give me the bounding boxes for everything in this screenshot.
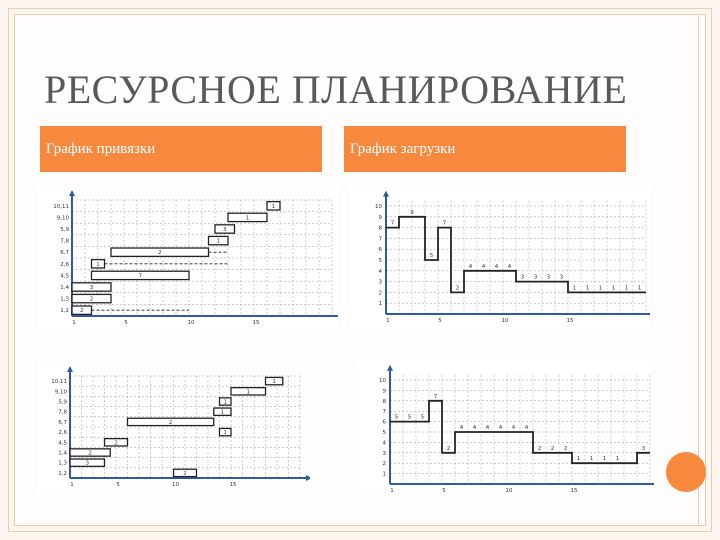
x-tick-label: 15 [566, 318, 574, 324]
task-duration-label: 3 [89, 285, 94, 291]
y-tick-label: 1 [382, 471, 386, 478]
load-value-label: 7 [442, 220, 447, 227]
load-value-label: 4 [507, 263, 512, 270]
y-tick-label: 7,8 [58, 409, 67, 416]
y-tick-label: 1,3 [60, 296, 69, 303]
x-tick-label: 15 [570, 488, 578, 494]
y-tick-label: 1,4 [58, 450, 67, 457]
chart-panel-top-left [38, 188, 338, 328]
load-value-label: 5 [394, 414, 399, 421]
y-tick-label: 8 [378, 225, 382, 232]
task-duration-label: 2 [80, 308, 84, 315]
y-tick-label: 7,8 [60, 238, 69, 245]
y-tick-label: 1,4 [60, 285, 69, 291]
header-right: График загрузки [344, 126, 626, 172]
y-tick-label: 5 [382, 430, 386, 436]
y-tick-label: 4 [382, 440, 386, 447]
x-tick-label: 10 [187, 320, 195, 326]
task-duration-label: 7 [138, 273, 142, 280]
load-value-label: 1 [624, 285, 629, 292]
y-tick-label: 4 [378, 268, 382, 275]
task-duration-label: 1 [96, 261, 100, 268]
y-tick-label: 1,3 [58, 460, 67, 467]
y-axis-arrow [69, 190, 75, 196]
task-duration-label: 1 [216, 238, 220, 245]
x-tick-label: 5 [124, 320, 128, 326]
y-tick-label: 1 [378, 301, 382, 308]
y-tick-label: 6 [382, 419, 386, 426]
x-tick-label: 10 [501, 318, 509, 324]
load-value-label: 3 [546, 274, 551, 281]
load-value-label: 4 [485, 425, 490, 431]
y-tick-label: 10 [379, 378, 386, 384]
y-tick-label: 7 [378, 236, 382, 243]
x-tick-label: 5 [442, 488, 446, 494]
y-axis-arrow [67, 366, 73, 372]
chart-panel-bottom-right [356, 360, 654, 494]
task-duration-label: 2 [158, 250, 162, 257]
load-value-label: 5 [407, 414, 412, 421]
load-value-label: 3 [641, 445, 646, 452]
y-axis-arrow [387, 365, 393, 371]
x-tick-label: 10 [505, 488, 513, 494]
load-value-label: 3 [520, 274, 525, 281]
chart-panel-top-right [350, 188, 650, 328]
y-tick-label: 10 [375, 204, 382, 210]
task-duration-label: 2 [168, 419, 173, 426]
task-duration-label: 2 [89, 296, 94, 303]
load-value-label: 5 [420, 414, 425, 421]
task-duration-label: 1 [223, 430, 227, 437]
load-value-label: 4 [468, 263, 473, 270]
task-duration-label: 1 [223, 399, 227, 406]
y-tick-label: 10,11 [51, 379, 67, 386]
y-tick-label: 9,10 [54, 389, 67, 396]
load-value-label: 2 [446, 445, 451, 452]
x-tick-label: 15 [229, 482, 237, 488]
side-stripe [698, 14, 706, 526]
task-duration-label: 1 [245, 215, 250, 222]
y-tick-label: 5,9 [58, 399, 67, 406]
y-tick-label: 1,2 [60, 308, 69, 315]
task-duration-label: 1 [220, 409, 225, 416]
load-value-label: 3 [533, 274, 538, 281]
x-tick-label: 10 [172, 482, 179, 488]
load-value-label: 1 [637, 285, 642, 292]
y-tick-label: 3 [382, 450, 386, 457]
load-value-label: 1 [585, 285, 590, 292]
y-tick-label: 4,5 [58, 440, 67, 447]
task-duration-label: 2 [88, 450, 92, 457]
gantt-chart-bottom-left [38, 362, 310, 492]
load-value-label: 4 [459, 425, 464, 431]
load-value-label: 2 [537, 445, 542, 452]
x-tick-label: 1 [386, 318, 390, 324]
task-duration-label: 1 [272, 379, 276, 386]
y-tick-label: 9 [382, 388, 386, 395]
task-duration-label: 2 [114, 440, 118, 447]
load-chart-bottom-right [356, 360, 654, 494]
load-value-label: 3 [559, 274, 564, 281]
x-tick-label: 5 [116, 482, 120, 488]
x-axis-arrow [306, 475, 310, 481]
x-tick-label: 15 [252, 320, 260, 326]
x-tick-label: 1 [72, 320, 76, 326]
chart-panel-bottom-left [38, 362, 310, 492]
y-tick-label: 6,7 [60, 250, 69, 257]
load-chart-top-right [350, 188, 650, 328]
y-tick-label: 8 [382, 398, 386, 405]
header-left: График привязки [40, 126, 322, 172]
x-tick-label: 5 [438, 318, 442, 324]
y-tick-label: 5 [378, 258, 382, 264]
load-value-label: 2 [550, 445, 555, 452]
y-tick-label: 3 [378, 279, 382, 286]
load-value-label: 7 [390, 220, 395, 227]
y-tick-label: 6 [378, 247, 382, 254]
y-tick-label: 2,6 [60, 261, 69, 268]
load-value-label: 1 [602, 456, 607, 463]
x-tick-label: 1 [390, 488, 394, 494]
load-value-label: 5 [429, 253, 434, 259]
y-tick-label: 9,10 [56, 215, 69, 222]
load-value-label: 4 [524, 425, 529, 431]
load-value-label: 4 [494, 263, 499, 270]
load-value-label: 1 [611, 285, 616, 292]
gantt-chart-top-left [38, 188, 338, 328]
y-axis-arrow [383, 191, 389, 197]
y-tick-label: 2 [382, 461, 386, 468]
task-duration-label: 1 [271, 203, 276, 210]
load-value-label: 4 [511, 425, 516, 431]
y-tick-label: 6,7 [58, 419, 67, 426]
y-tick-label: 1,2 [58, 470, 67, 477]
y-tick-label: 9 [378, 214, 382, 221]
y-tick-label: 4,5 [60, 273, 69, 280]
y-tick-label: 2 [378, 290, 382, 297]
load-value-label: 1 [576, 456, 581, 463]
load-value-label: 4 [481, 263, 486, 270]
load-value-label: 4 [472, 425, 477, 431]
load-value-label: 2 [455, 285, 460, 292]
decorative-circle [666, 452, 706, 492]
task-duration-label: 3 [223, 227, 227, 233]
task-duration-label: 2 [183, 470, 187, 477]
task-duration-label: 1 [246, 389, 250, 396]
load-value-label: 2 [563, 445, 568, 452]
load-value-label: 1 [572, 285, 577, 292]
task-duration-label: 3 [85, 460, 89, 467]
y-tick-label: 10,11 [53, 203, 69, 210]
y-tick-label: 5,9 [60, 227, 69, 233]
load-value-label: 4 [498, 425, 503, 431]
y-tick-label: 2,6 [58, 430, 67, 437]
load-value-label: 1 [598, 285, 603, 292]
x-tick-label: 1 [70, 482, 74, 488]
slide-title: РЕСУРСНОЕ ПЛАНИРОВАНИЕ [44, 67, 628, 112]
load-value-label: 7 [433, 393, 438, 400]
y-tick-label: 7 [382, 409, 386, 416]
load-value-label: 1 [589, 456, 594, 463]
load-value-label: 9 [410, 209, 414, 216]
load-value-label: 1 [615, 456, 620, 463]
